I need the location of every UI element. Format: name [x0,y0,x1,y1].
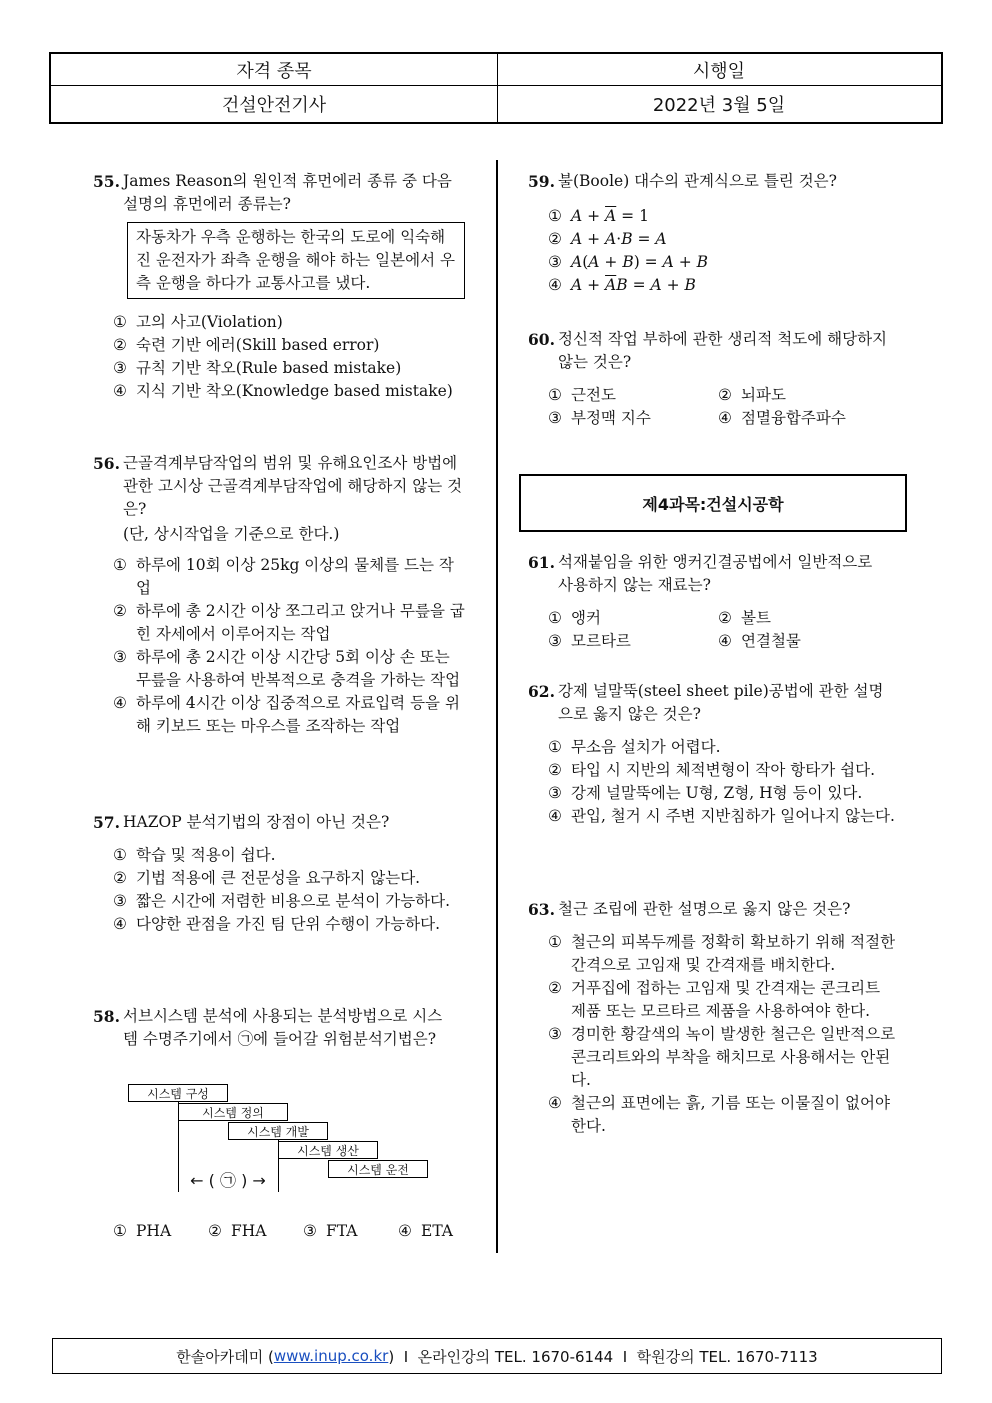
question-number: 63. [528,900,555,919]
header-cell-date-label: 시행일 [692,60,746,82]
option-4[interactable]: ④ ETA [398,1222,453,1240]
question-number: 58. [93,1007,120,1026]
option-3[interactable]: ③ 하루에 총 2시간 이상 시간당 5회 이상 손 또는 무릎을 사용하여 반복적으로 충격을 가하는 작업 [113,648,461,689]
question-text: 강제 널말뚝(steel sheet pile)공법에 관한 설명으로 옳지 않은 것은? [558,682,884,723]
question-61 [528,551,888,653]
question-text: 철근 조립에 관한 설명으로 옳지 않은 것은? [558,900,851,918]
option-3[interactable]: ③ FTA [303,1222,358,1240]
option-2[interactable]: ② 타입 시 지반의 체적변형이 작아 항타가 쉽다. [548,761,876,779]
question-63 [528,898,898,1138]
question-55 [93,170,471,403]
question-note: (단, 상시작업을 기준으로 한다.) [123,525,340,543]
question-box: 자동차가 우측 운행하는 한국의 도로에 익숙해진 운전자가 좌측 운행을 해야 하는 일본에서 우측 운행을 하다가 교통사고를 냈다. [127,222,465,299]
header-cell-qualification-label: 자격 종목 [51,54,498,85]
footer [52,1338,942,1374]
question-58-options [113,1220,473,1243]
option-2[interactable]: ② A + A·B = A [548,230,667,248]
option-1[interactable]: ① 근전도 [548,386,616,404]
option-3[interactable]: ③ 짧은 시간에 저렴한 비용으로 분석이 가능하다. [113,892,451,910]
diagram-box-3: 시스템 개발 [228,1122,328,1140]
question-number: 56. [93,454,120,473]
footer-contact: ) I 온라인강의 TEL. 1670-6144 I 학원강의 TEL. 1670-7113 [388,1347,818,1366]
option-1[interactable]: ① 앵커 [548,609,601,627]
header-table [49,52,943,124]
question-text: 정신적 작업 부하에 관한 생리적 척도에 해당하지 않는 것은? [558,330,888,371]
question-number: 59. [528,172,555,191]
diagram-box-1: 시스템 구성 [128,1084,228,1102]
question-text: 불(Boole) 대수의 관계식으로 틀린 것은? [558,172,837,190]
header-cell-qualification-value: 건설안전기사 [51,85,498,122]
option-3[interactable]: ③ 경미한 황갈색의 녹이 발생한 철근은 일반적으로 콘크리트와의 부착을 해치므로 사용해서는 안된다. [548,1025,896,1089]
question-62 [528,680,898,828]
option-1[interactable]: ① 철근의 피복두께를 정확히 확보하기 위해 적절한 간격으로 고임재 및 간격재를 배치한다. [548,933,896,974]
option-2[interactable]: ② 뇌파도 [718,386,786,404]
question-56 [93,452,465,738]
question-text: James Reason의 원인적 휴먼에러 종류 중 다음 설명의 휴먼에러 종류는? [123,172,452,213]
option-3[interactable]: ③ 부정맥 지수 [548,409,651,427]
column-divider [496,160,498,1253]
question-number: 55. [93,172,120,191]
option-2[interactable]: ② 하루에 총 2시간 이상 쪼그리고 앉거나 무릎을 굽힌 자세에서 이루어지는 작업 [113,602,465,643]
question-text: 근골격계부담작업의 범위 및 유해요인조사 방법에 관한 고시상 근골격계부담작업에 해당하지 않는 것은? [123,454,463,518]
option-1[interactable]: ① PHA [113,1222,172,1240]
header-row-values [51,85,941,122]
option-4[interactable]: ④ 다양한 관점을 가진 팀 단위 수행이 가능하다. [113,915,441,933]
option-4[interactable]: ④ 철근의 표면에는 흙, 기름 또는 이물질이 없어야 한다. [548,1094,890,1135]
option-1[interactable]: ① 무소음 설치가 어렵다. [548,738,721,756]
option-4[interactable]: ④ 지식 기반 착오(Knowledge based mistake) [113,382,453,400]
option-1[interactable]: ① $A + \overline{A} = 1$ [548,207,649,225]
header-cell-date-value: 2022년 3월 5일 [652,94,786,116]
question-58 [93,1005,453,1051]
system-lifecycle-diagram [126,1082,436,1202]
option-2[interactable]: ② 볼트 [718,609,771,627]
question-57 [93,811,471,936]
diagram-mark: ← ( ㉠ ) → [190,1171,266,1190]
option-3[interactable]: ③ 모르타르 [548,632,631,650]
question-text: 석재붙임을 위한 앵커긴결공법에서 일반적으로 사용하지 않는 재료는? [558,553,873,594]
question-number: 57. [93,813,120,832]
option-2[interactable]: ② FHA [208,1222,267,1240]
option-1[interactable]: ① 학습 및 적용이 쉽다. [113,846,276,864]
question-number: 60. [528,330,555,349]
diagram-box-4: 시스템 생산 [278,1141,378,1159]
diagram-box-2: 시스템 정의 [178,1103,288,1121]
diagram-box-5: 시스템 운전 [328,1160,428,1178]
option-4[interactable]: ④ $A + \overline{A}B = A + B$ [548,276,696,294]
option-2[interactable]: ② 거푸집에 접하는 고임재 및 간격재는 콘크리트 제품 또는 모르타르 제품을 사용하여야 한다. [548,979,881,1020]
option-1[interactable]: ① 고의 사고(Violation) [113,313,283,331]
subject-title: 제4과목:건설시공학 [519,474,907,532]
diagram-line-right [278,1140,279,1192]
question-text: HAZOP 분석기법의 장점이 아닌 것은? [123,813,390,831]
option-2[interactable]: ② 기법 적용에 큰 전문성을 요구하지 않는다. [113,869,421,887]
option-2[interactable]: ② 숙련 기반 에러(Skill based error) [113,336,380,354]
question-number: 62. [528,682,555,701]
option-4[interactable]: ④ 연결철물 [718,632,801,650]
header-row-titles [51,54,941,86]
option-3[interactable]: ③ 규칙 기반 착오(Rule based mistake) [113,359,402,377]
option-3[interactable]: ③ 강제 널말뚝에는 U형, Z형, H형 등이 있다. [548,784,863,802]
option-4[interactable]: ④ 하루에 4시간 이상 집중적으로 자료입력 등을 위해 키보드 또는 마우스를 조작하는 작업 [113,694,460,735]
option-4[interactable]: ④ 관입, 철거 시 주변 지반침하가 일어나지 않는다. [548,807,895,825]
question-text: 서브시스템 분석에 사용되는 분석방법으로 시스템 수명주기에서 ㉠에 들어갈 위험분석기법은? [123,1007,443,1048]
option-1[interactable]: ① 하루에 10회 이상 25kg 이상의 물체를 드는 작업 [113,556,454,597]
option-4[interactable]: ④ 점멸융합주파수 [718,409,846,427]
question-number: 61. [528,553,555,572]
question-60 [528,328,888,430]
option-3[interactable]: ③ A(A + B) = A + B [548,253,709,271]
footer-url-link[interactable]: www.inup.co.kr [273,1347,389,1365]
footer-name: 한솔아카데미 ( [176,1347,274,1366]
question-59 [528,170,918,297]
